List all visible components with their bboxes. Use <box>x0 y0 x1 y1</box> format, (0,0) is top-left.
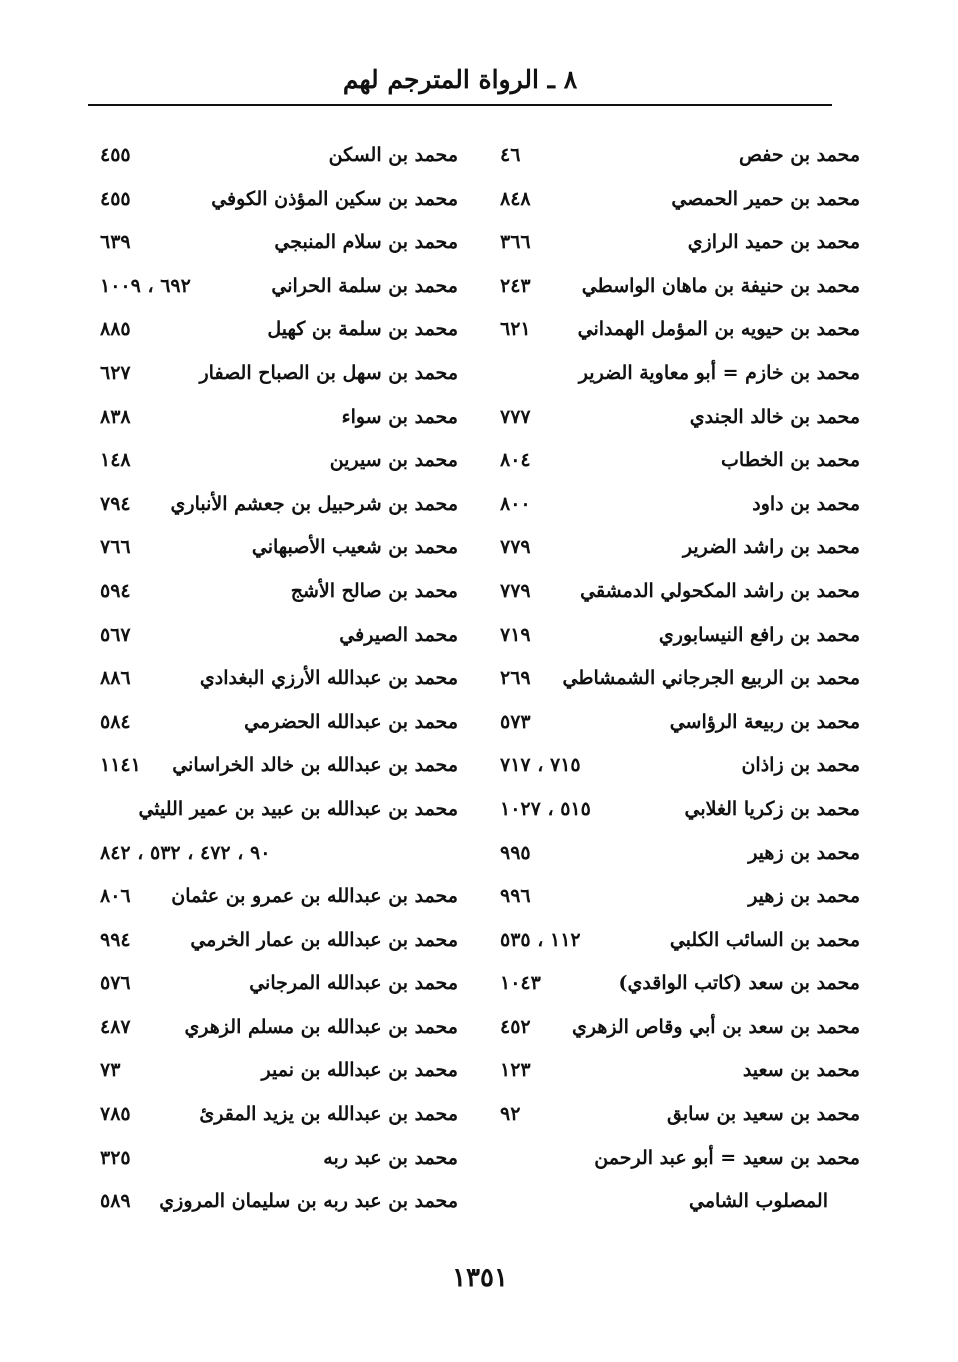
entry-pages: ٦٣٩ <box>100 231 131 254</box>
index-entry <box>68 483 458 527</box>
index-entry <box>68 352 458 396</box>
index-entry <box>68 265 458 309</box>
entry-name: محمد بن زهير <box>748 841 860 864</box>
entry-name: محمد بن الخطاب <box>721 449 860 472</box>
index-entry <box>470 134 860 178</box>
index-entry <box>68 221 458 265</box>
entry-name: محمد بن راشد الضرير <box>682 536 860 559</box>
page-number: ١٣٥١ <box>452 1263 508 1293</box>
entry-pages: ٧٧٩ <box>500 536 531 559</box>
index-entry <box>68 1180 458 1224</box>
entry-pages: ٤٥٢ <box>500 1015 531 1038</box>
entry-pages: ٧٧٩ <box>500 579 531 602</box>
entry-name: محمد بن عبدالله الأرزي البغدادي <box>199 667 458 690</box>
entry-name: محمد بن عبدالله بن مسلم الزهري <box>184 1015 458 1038</box>
index-entry <box>68 526 458 570</box>
left-index-column <box>68 134 458 1224</box>
entry-pages: ٥٧٦ <box>100 972 131 995</box>
index-entry <box>470 744 860 788</box>
entry-name: محمد بن زاذان <box>741 754 860 777</box>
entry-name: محمد بن سكين المؤذن الكوفي <box>211 187 458 210</box>
index-entry <box>470 221 860 265</box>
index-entry <box>470 352 860 396</box>
entry-name: محمد بن سواء <box>341 405 458 428</box>
entry-name: محمد بن حفص <box>738 144 860 166</box>
entry-name: محمد بن شرحبيل بن جعشم الأنباري <box>170 492 458 515</box>
index-entry <box>68 178 458 222</box>
index-entry <box>68 134 458 178</box>
entry-pages: ٧١٩ <box>500 623 531 646</box>
index-entry <box>470 439 860 483</box>
entry-pages: ٧٩٤ <box>100 492 131 515</box>
index-entry <box>68 570 458 614</box>
entry-name: محمد بن عبد ربه بن سليمان المروزي <box>159 1190 458 1213</box>
entry-pages: ١١٤١ <box>100 754 141 777</box>
entry-pages: ١٠٤٣ <box>500 972 541 995</box>
entry-pages: ٤٦ <box>500 144 521 166</box>
entry-name: محمد بن سهل بن الصباح الصفار <box>199 361 458 384</box>
index-entry <box>68 701 458 745</box>
entry-pages: ٢٤٣ <box>500 274 531 297</box>
entry-pages: ٩٩٦ <box>500 885 531 908</box>
index-entry <box>470 396 860 440</box>
entry-pages: ٣٢٥ <box>100 1146 131 1169</box>
index-entry <box>470 832 860 876</box>
entry-pages: ٨٠٦ <box>100 885 131 908</box>
index-entry <box>68 788 458 832</box>
index-entry <box>68 962 458 1006</box>
entry-name: محمد بن خازم = أبو معاوية الضرير <box>578 361 860 384</box>
index-entry <box>470 1049 860 1093</box>
entry-name: محمد بن عبدالله بن خالد الخراساني <box>172 754 458 777</box>
entry-name: محمد بن ربيعة الرؤاسي <box>669 710 860 733</box>
entry-pages: ١١٢ ، ٥٣٥ <box>500 928 581 951</box>
entry-name: محمد بن عبدالله الحضرمي <box>244 710 458 733</box>
entry-pages: ١٤٨ <box>100 449 131 472</box>
index-entry <box>68 744 458 788</box>
index-entry <box>68 1006 458 1050</box>
entry-name: محمد بن سعد بن أبي وقاص الزهري <box>572 1015 860 1038</box>
entry-pages: ٤٨٧ <box>100 1015 131 1038</box>
entry-name: محمد بن السائب الكلبي <box>669 928 860 951</box>
entry-name: محمد بن زهير <box>748 885 860 908</box>
index-entry <box>68 614 458 658</box>
entry-pages: ٨٨٦ <box>100 667 131 690</box>
entry-name: محمد بن سلمة الحراني <box>271 274 458 297</box>
entry-name: محمد بن حمير الحمصي <box>671 187 860 210</box>
entry-pages: ٥٨٩ <box>100 1190 131 1213</box>
entry-pages: ٨٨٥ <box>100 318 131 341</box>
right-index-column <box>470 134 860 1224</box>
entry-name: محمد بن سعيد <box>742 1059 860 1082</box>
entry-name: محمد بن عبدالله بن عمرو بن عثمان <box>171 885 458 908</box>
entry-pages: ٥٨٤ <box>100 710 131 733</box>
entry-name: محمد بن سعيد بن سابق <box>667 1103 860 1126</box>
entry-pages: ٦٩٢ ، ١٠٠٩ <box>100 274 191 297</box>
index-entry <box>470 919 860 963</box>
index-entry <box>470 570 860 614</box>
entry-pages: ٥٩٤ <box>100 579 131 602</box>
entry-pages: ٦٢١ <box>500 318 531 341</box>
entry-name: محمد بن خالد الجندي <box>689 405 860 428</box>
entry-name: محمد بن حنيفة بن ماهان الواسطي <box>581 274 860 297</box>
index-entry <box>68 832 458 876</box>
entry-name: محمد بن الربيع الجرجاني الشمشاطي <box>562 667 860 690</box>
entry-name: محمد بن عبد ربه <box>323 1146 458 1169</box>
entry-pages: ٧٦٦ <box>100 536 131 559</box>
page-header-title: ٨ ـ الرواة المترجم لهم <box>342 65 578 94</box>
index-entry <box>68 439 458 483</box>
entry-pages: ٣٦٦ <box>500 231 531 254</box>
entry-name: محمد بن عبدالله بن عبيد بن عمير الليثي <box>138 797 458 820</box>
entry-pages: ١٢٣ <box>500 1059 531 1082</box>
entry-pages: ٨٣٨ <box>100 405 131 428</box>
entry-pages: ٧١٥ ، ٧١٧ <box>500 754 581 777</box>
index-entry <box>68 1049 458 1093</box>
entry-pages: ٤٥٥ <box>100 144 131 166</box>
entry-name: محمد بن سيرين <box>329 449 458 472</box>
index-entry <box>470 308 860 352</box>
index-entry <box>470 788 860 832</box>
entry-pages: ٥٧٣ <box>500 710 531 733</box>
entry-name: محمد بن صالح الأشج <box>290 579 458 602</box>
entry-name: محمد بن عبدالله بن يزيد المقرئ <box>199 1103 458 1126</box>
index-entry <box>470 483 860 527</box>
index-entry <box>470 526 860 570</box>
entry-pages: ٩٢ <box>500 1103 521 1126</box>
entry-name: محمد بن زكريا الغلابي <box>684 797 860 820</box>
index-entry <box>68 919 458 963</box>
index-entry <box>68 1137 458 1181</box>
index-entry <box>470 962 860 1006</box>
index-entry <box>470 1093 860 1137</box>
entry-name: محمد بن عبدالله بن عمار الخرمي <box>190 928 458 951</box>
entry-pages: ٩٠ ، ٤٧٢ ، ٥٣٢ ، ٨٤٢ <box>100 841 271 864</box>
entry-pages: ٩٩٤ <box>100 928 131 951</box>
index-entry <box>68 657 458 701</box>
entry-pages: ٥٦٧ <box>100 623 131 646</box>
entry-name: محمد بن شعيب الأصبهاني <box>251 536 458 559</box>
index-entry <box>470 265 860 309</box>
index-entry <box>470 1180 860 1224</box>
index-entry <box>68 1093 458 1137</box>
index-entry <box>470 614 860 658</box>
entry-name: محمد بن داود <box>752 492 860 515</box>
entry-pages: ٨٠٠ <box>500 492 531 515</box>
entry-name: محمد بن سلمة بن كهيل <box>267 318 458 341</box>
index-entry <box>470 1006 860 1050</box>
index-entry <box>470 178 860 222</box>
index-entry <box>470 701 860 745</box>
index-entry <box>68 396 458 440</box>
entry-pages: ٨٤٨ <box>500 187 531 210</box>
entry-pages: ٥١٥ ، ١٠٢٧ <box>500 797 591 820</box>
index-entry <box>470 875 860 919</box>
entry-pages: ٨٠٤ <box>500 449 531 472</box>
entry-pages: ٧٨٥ <box>100 1103 131 1126</box>
index-entry <box>470 1137 860 1181</box>
entry-name: محمد بن حيويه بن المؤمل الهمداني <box>577 318 860 341</box>
header-divider <box>88 104 832 106</box>
entry-name: محمد بن راشد المكحولي الدمشقي <box>580 579 860 602</box>
index-entry <box>68 308 458 352</box>
index-entry <box>68 875 458 919</box>
entry-name: محمد بن سعد (كاتب الواقدي) <box>618 972 860 995</box>
entry-name: محمد بن سعيد = أبو عبد الرحمن <box>594 1146 860 1169</box>
entry-name: محمد بن رافع النيسابوري <box>658 623 860 646</box>
entry-name: محمد بن سلام المنبجي <box>274 231 458 254</box>
entry-name: محمد بن السكن <box>328 144 458 166</box>
entry-pages: ٦٢٧ <box>100 361 131 384</box>
entry-name: محمد الصيرفي <box>339 623 458 646</box>
index-entry <box>470 657 860 701</box>
entry-pages: ٧٧٧ <box>500 405 531 428</box>
entry-name: المصلوب الشامي <box>689 1190 828 1213</box>
entry-name: محمد بن عبدالله بن نمير <box>261 1059 458 1082</box>
entry-pages: ٤٥٥ <box>100 187 131 210</box>
entry-name: محمد بن حميد الرازي <box>687 231 860 254</box>
entry-pages: ٧٣ <box>100 1059 121 1082</box>
entry-name: محمد بن عبدالله المرجاني <box>249 972 458 995</box>
entry-pages: ٢٦٩ <box>500 667 531 690</box>
entry-pages: ٩٩٥ <box>500 841 531 864</box>
